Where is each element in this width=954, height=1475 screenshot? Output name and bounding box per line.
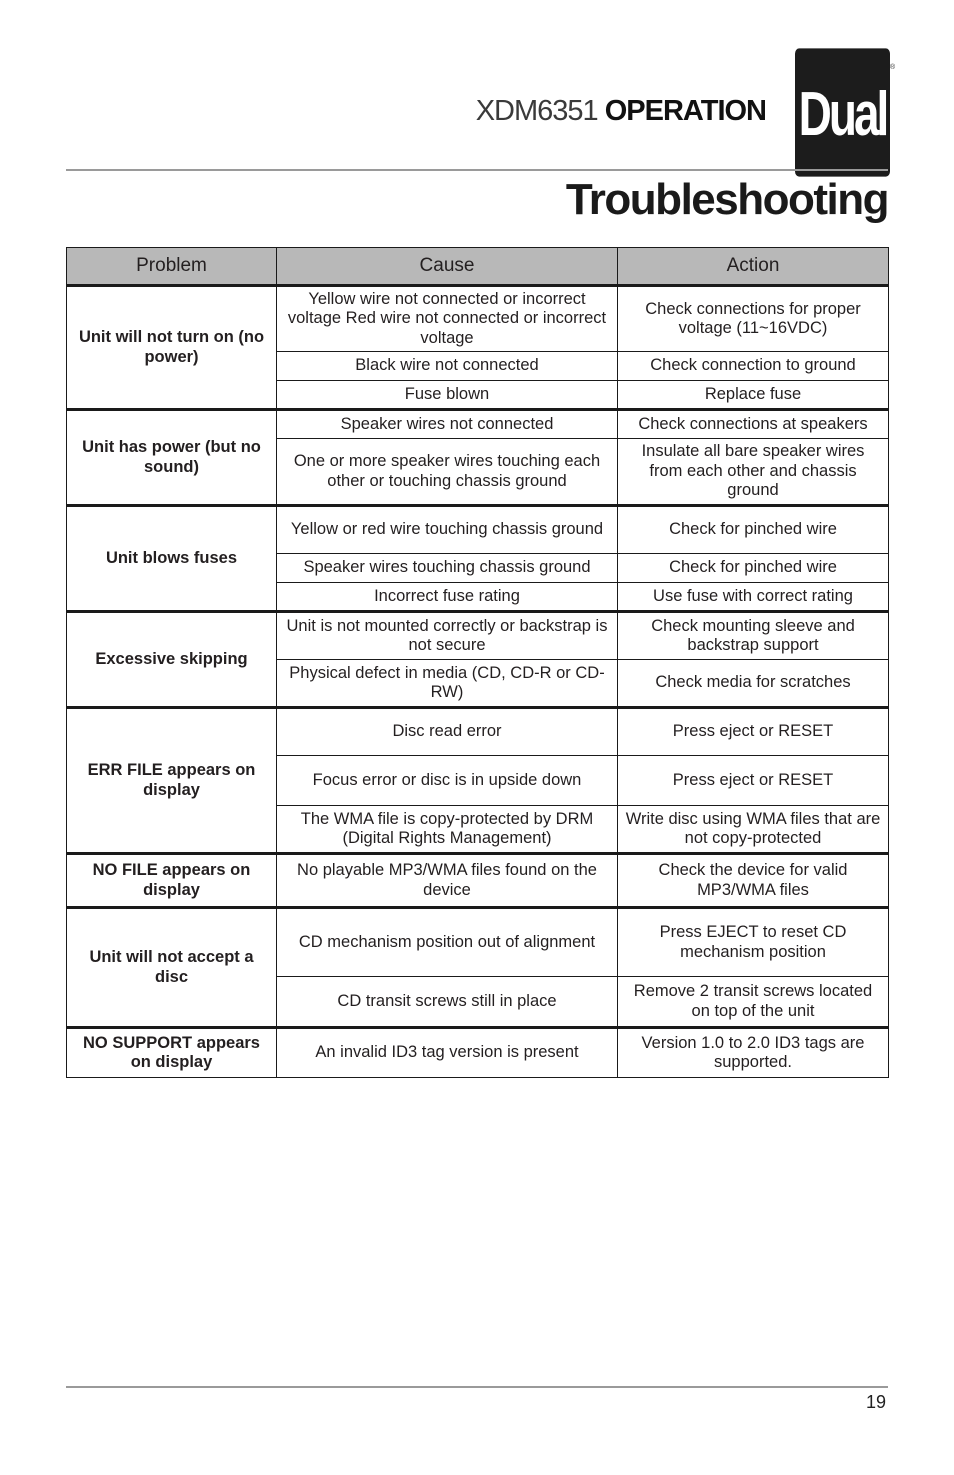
cause-cell: CD transit screws still in place (277, 977, 618, 1028)
table-row (67, 612, 889, 660)
action-cell: Replace fuse (618, 381, 889, 410)
footer-divider (66, 1386, 888, 1388)
table-row (67, 506, 889, 554)
dual-logo (795, 48, 890, 176)
action-cell: Check media for scratches (618, 660, 889, 708)
action-cell: Check for pinched wire (618, 506, 889, 554)
action-cell: Insulate all bare speaker wires from each other and chassis ground (618, 439, 889, 506)
cause-cell: Speaker wires touching chassis ground (277, 554, 618, 583)
column-header-action: Action (618, 248, 889, 286)
action-cell: Check connection to ground (618, 352, 889, 381)
cause-cell: An invalid ID3 tag version is present (277, 1028, 618, 1078)
action-cell: Check for pinched wire (618, 554, 889, 583)
cause-cell: Yellow wire not connected or incorrect voltage Red wire not connected or incorrect voltage (277, 286, 618, 352)
column-header-cause: Cause (277, 248, 618, 286)
table-row (67, 1028, 889, 1078)
problem-cell: Excessive skipping (67, 612, 277, 708)
logo-text: Dual (798, 77, 887, 148)
header-divider (66, 169, 888, 171)
table-row (67, 908, 889, 977)
problem-cell: ERR FILE appears on display (67, 708, 277, 854)
action-cell: Check connections at speakers (618, 410, 889, 439)
action-cell: Version 1.0 to 2.0 ID3 tags are supported. (618, 1028, 889, 1078)
cause-cell: Yellow or red wire touching chassis ground (277, 506, 618, 554)
action-cell: Press eject or RESET (618, 708, 889, 756)
page-number: 19 (865, 1392, 886, 1412)
table-row (67, 854, 889, 908)
cause-cell: Fuse blown (277, 381, 618, 410)
cause-cell: Unit is not mounted correctly or backstrap is not secure (277, 612, 618, 660)
action-cell: Press EJECT to reset CD mechanism position (618, 908, 889, 977)
problem-cell: NO FILE appears on display (67, 854, 277, 908)
cause-cell: Speaker wires not connected (277, 410, 618, 439)
table-header-row (67, 248, 889, 286)
action-cell: Press eject or RESET (618, 756, 889, 806)
action-cell: Check mounting sleeve and backstrap support (618, 612, 889, 660)
cause-cell: CD mechanism position out of alignment (277, 908, 618, 977)
problem-cell: Unit will not turn on (no power) (67, 286, 277, 410)
header-title (476, 94, 766, 128)
problem-cell: Unit will not accept a disc (67, 908, 277, 1028)
page-title: Troubleshooting (565, 175, 888, 224)
problem-cell: NO SUPPORT appears on display (67, 1028, 277, 1078)
cause-cell: Physical defect in media (CD, CD-R or CD-RW) (277, 660, 618, 708)
cause-cell: Incorrect fuse rating (277, 583, 618, 612)
model-name: XDM6351 (475, 95, 598, 127)
problem-cell: Unit blows fuses (67, 506, 277, 612)
cause-cell: Focus error or disc is in upside down (277, 756, 618, 806)
action-cell: Check connections for proper voltage (11~16VDC) (618, 286, 889, 352)
table-row (67, 708, 889, 756)
troubleshooting-table (66, 247, 889, 1078)
section-name: OPERATION (604, 95, 766, 127)
action-cell: Use fuse with correct rating (618, 583, 889, 612)
cause-cell: No playable MP3/WMA files found on the device (277, 854, 618, 908)
cause-cell: One or more speaker wires touching each other or touching chassis ground (277, 439, 618, 506)
table-row (67, 286, 889, 352)
cause-cell: Disc read error (277, 708, 618, 756)
table-row (67, 410, 889, 439)
action-cell: Remove 2 transit screws located on top of the unit (618, 977, 889, 1028)
action-cell: Check the device for valid MP3/WMA files (618, 854, 889, 908)
column-header-problem: Problem (67, 248, 277, 286)
registered-mark-icon: ® (890, 64, 896, 71)
problem-cell: Unit has power (but no sound) (67, 410, 277, 506)
cause-cell: Black wire not connected (277, 352, 618, 381)
action-cell: Write disc using WMA files that are not copy-protected (618, 806, 889, 854)
cause-cell: The WMA file is copy-protected by DRM (Digital Rights Management) (277, 806, 618, 854)
